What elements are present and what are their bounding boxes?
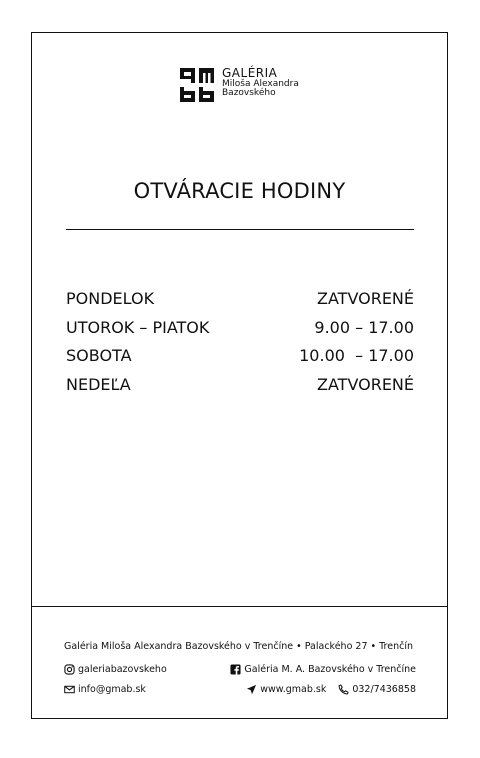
opening-hours-table <box>66 285 414 399</box>
footer-row-social <box>64 659 416 679</box>
page-title: OTVÁRACIE HODINY <box>133 179 346 203</box>
logo-line-name: Miloša Alexandra <box>222 78 299 89</box>
poster-frame <box>31 32 448 719</box>
gmab-monogram-icon <box>180 68 214 102</box>
hours-time: ZATVORENÉ <box>317 374 414 394</box>
hours-day: PONDELOK <box>66 289 155 308</box>
footer-address: Galéria Miloša Alexandra Bazovského v Trenčíne • Palackého 27 • Trenčín <box>64 641 413 652</box>
web-and-phone <box>246 684 416 695</box>
hours-day: SOBOTA <box>66 346 132 365</box>
mail-icon <box>64 684 75 695</box>
hours-time: ZATVORENÉ <box>317 289 414 308</box>
cursor-arrow-icon <box>246 684 257 695</box>
logo-line-surname: Bazovského <box>222 88 276 99</box>
hours-time: 9.00 – 17.00 <box>314 317 414 337</box>
hours-row-sunday <box>66 371 414 400</box>
facebook-page-name: Galéria M. A. Bazovského v Trenčíne <box>244 663 416 675</box>
email-link[interactable] <box>64 684 146 695</box>
website-url: www.gmab.sk <box>260 683 327 695</box>
contact-footer <box>64 639 416 699</box>
hours-day: NEDEĽA <box>66 374 131 394</box>
logo-line-galeria: GALÉRIA <box>222 66 278 80</box>
facebook-icon <box>230 664 241 675</box>
gallery-logo <box>180 68 299 102</box>
phone-link[interactable] <box>338 684 416 695</box>
instagram-link[interactable] <box>64 664 167 675</box>
facebook-link[interactable] <box>230 664 416 675</box>
instagram-handle: galeriabazovskeho <box>78 663 167 675</box>
instagram-icon <box>64 664 75 675</box>
website-link[interactable] <box>246 684 326 695</box>
hours-row-tuesday-friday <box>66 314 414 343</box>
hours-day: UTOROK – PIATOK <box>66 317 210 337</box>
footer-row-contact <box>64 679 416 699</box>
hours-time: 10.00 – 17.00 <box>299 346 414 365</box>
logo-text <box>222 67 299 98</box>
hours-row-saturday <box>66 342 414 371</box>
title-divider <box>66 229 414 230</box>
email-address: info@gmab.sk <box>78 683 146 695</box>
hours-row-monday <box>66 285 414 314</box>
footer-divider <box>32 606 447 607</box>
phone-number: 032/7436858 <box>352 683 416 695</box>
phone-icon <box>338 684 349 695</box>
